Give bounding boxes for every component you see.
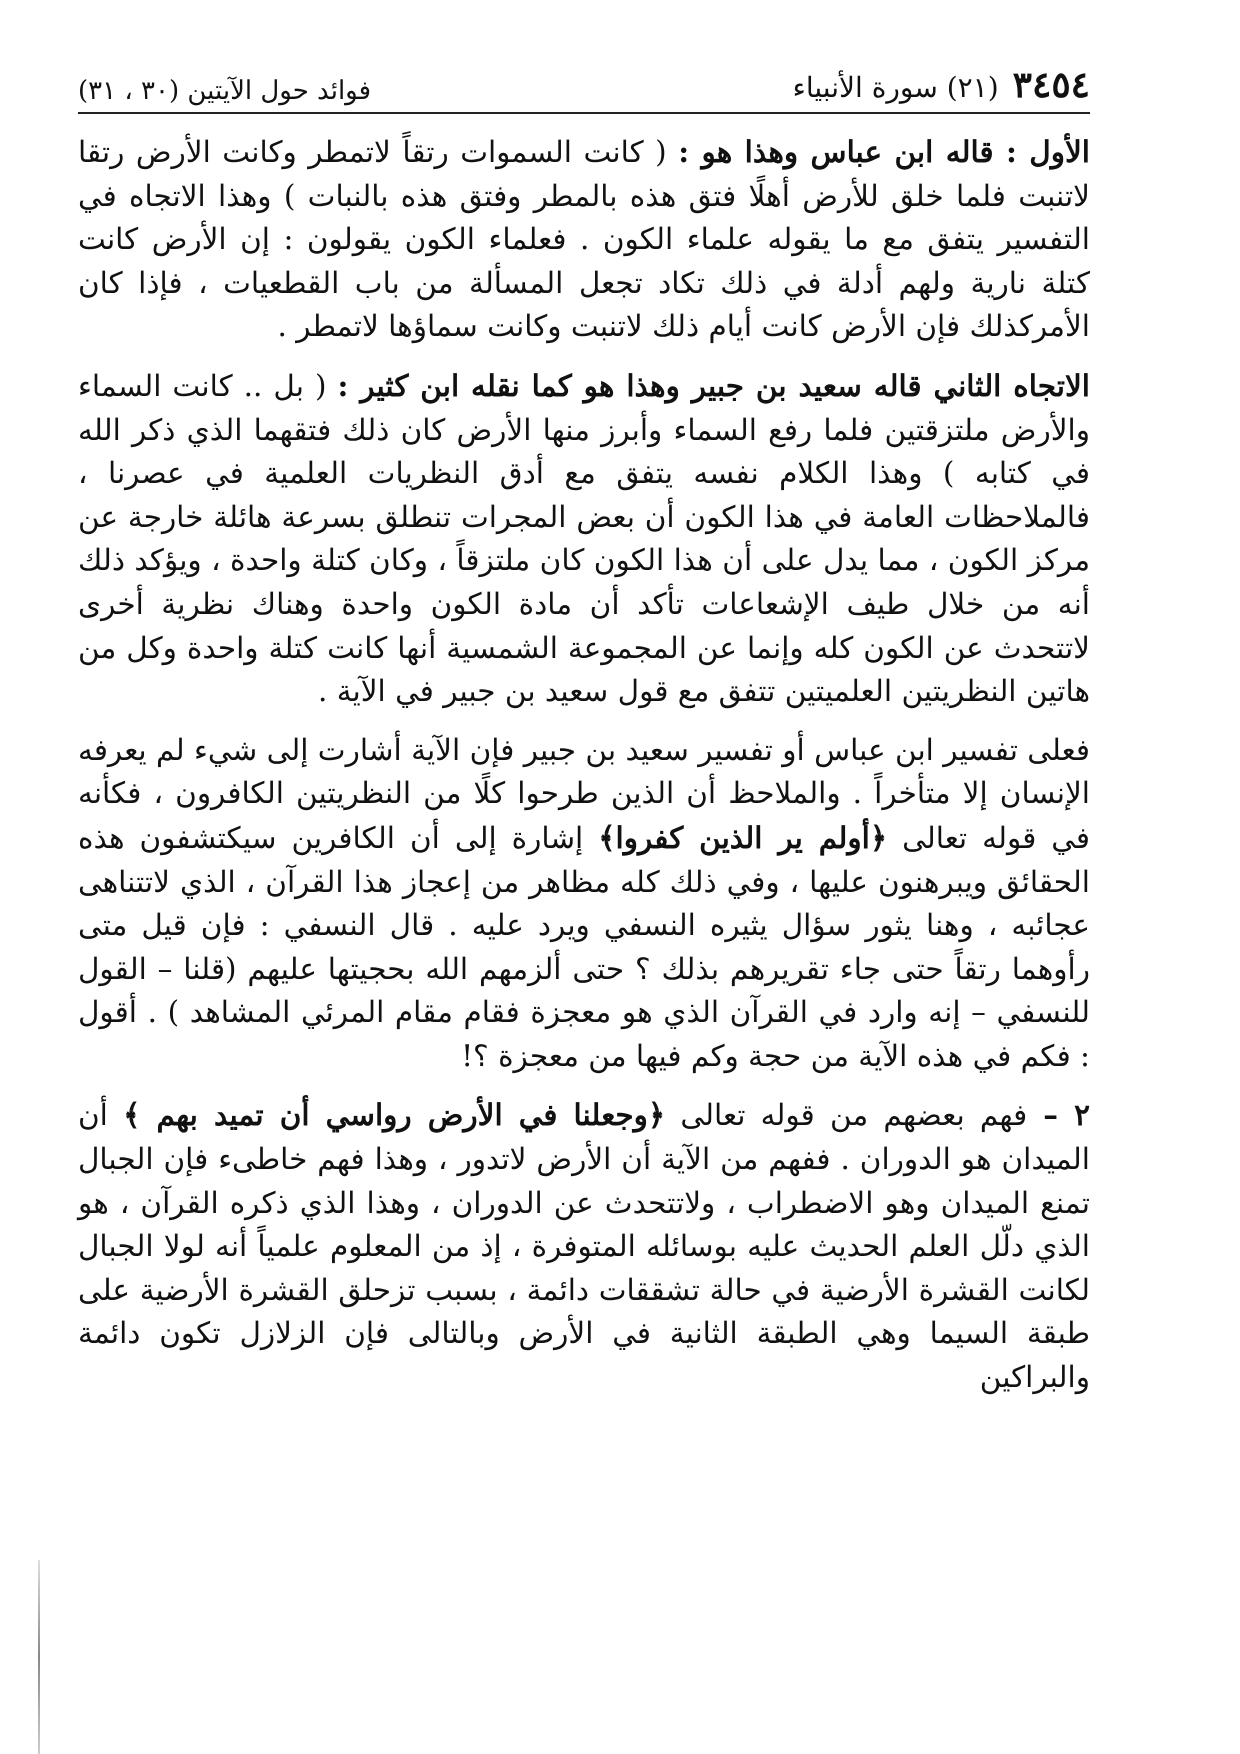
running-header [78,58,1090,114]
paragraph-text: فهم بعضهم من قوله تعالى [665,1098,1028,1133]
page-number: ٣٤٥٤ [1012,64,1090,106]
paragraph-text: فعلى تفسير ابن عباس أو تفسير سعيد بن جبير فإن الآية أشارت إلى شيء لم يعرفه الإنسان إلا متأخراً . والملاحظ أن الذين طرحوا كلًا من النظريتين الكافرون ، فكأنه في قوله تعالى [78,732,1090,855]
paragraph-first-view [78,130,1090,349]
paragraph-second-view [78,364,1090,714]
quran-quote: ﴿أولم ير الذين كفروا﴾ [598,819,888,855]
section-title: فوائد حول الآيتين (٣٠ ، ٣١) [78,76,372,106]
paragraph-lead: الاتجاه الثاني قاله سعيد بن جبير وهذا هو كما نقله ابن كثير : [337,367,1090,403]
scan-edge-mark [38,1560,40,1754]
header-right [793,64,1090,106]
body-text [78,130,1090,1415]
surah-title: (٢١) سورة الأنبياء [792,71,999,104]
quran-quote: ﴿وجعلنا في الأرض رواسي أن تميد بهم ﴾ [123,1097,666,1133]
paragraph-lead: الأول : قاله ابن عباس وهذا هو : [678,134,1090,169]
paragraph-text: أن الميدان هو الدوران . ففهم من الآية أن الأرض لاتدور ، وهذا فهم خاطىء فإن الجبال تمنع الميدان وهو الاضطراب ، ولاتتحدث عن الدوران ، وهذا الذي ذكره القرآن ، هو الذي دلّل العلم الحديث عليه بوسائله المتوفرة ، إذ من المعلوم علمياً أنه لولا الجبال لكانت القشرة الأرضية في حالة تشققات دائمة ، بسبب تزحلق القشرة الأرضية على طبقة السيما وهي الطبقة الثانية في الأرض وبالتالى فإن الزلازل تكون دائمة والبراكين [78,1098,1090,1395]
paragraph-commentary [78,729,1090,1079]
point-number: ٢ – [1027,1097,1090,1133]
paragraph-point-two [78,1093,1090,1399]
paragraph-text: إشارة إلى أن الكافرين سيكتشفون هذه الحقائق ويبرهنون عليها ، وفي ذلك كله مظاهر من إعجاز هذا القرآن ، الذي لاتتناهى عجائبه ، وهنا يثور سؤال يثيره النسفي ويرد عليه . قال النسفي : فإن قيل متى رأوهما رتقاً حتى جاء تقريرهم بذلك ؟ حتى ألزمهم الله بحجيتها عليهم (قلنا – القول للنسفي – إنه وارد في القرآن الذي هو معجزة فقام مقام المرئي المشاهد ) . أقول : فكم في هذه الآية من حجة وكم فيها من معجزة ؟! [78,820,1091,1073]
paragraph-text: ( بل .. كانت السماء والأرض ملتزقتين فلما رفع السماء وأبرز منها الأرض كان ذلك فتقهما الذي ذكر الله في كتابه ) وهذا الكلام نفسه يتفق مع أدق النظريات العلمية في عصرنا ، فالملاحظات العامة في هذا الكون أن بعض المجرات تنطلق بسرعة هائلة خارجة عن مركز الكون ، مما يدل على أن هذا الكون كان ملتزقاً ، وكان كتلة واحدة ، ويؤكد ذلك أنه من خلال طيف الإشعاعات تأكد أن مادة الكون واحدة وهناك نظرية أخرى لاتتحدث عن الكون كله وإنما عن المجموعة الشمسية أنها كانت كتلة واحدة وكل من هاتين النظريتين العلميتين تتفق مع قول سعيد بن جبير في الآية . [78,368,1090,709]
paragraph-text: ( كانت السموات رتقاً لاتمطر وكانت الأرض رتقا لاتنبت فلما خلق للأرض أهلًا فتق هذه بالمطر وفتق هذه بالنبات ) وهذا الاتجاه في التفسير يتفق مع ما يقوله علماء الكون . فعلماء الكون يقولون : إن الأرض كانت كتلة نارية ولهم أدلة في ذلك تكاد تجعل المسألة من باب القطعيات ، فإذا كان الأمركذلك فإن الأرض كانت أيام ذلك لاتنبت وكانت سماؤها لاتمطر . [78,135,1090,344]
